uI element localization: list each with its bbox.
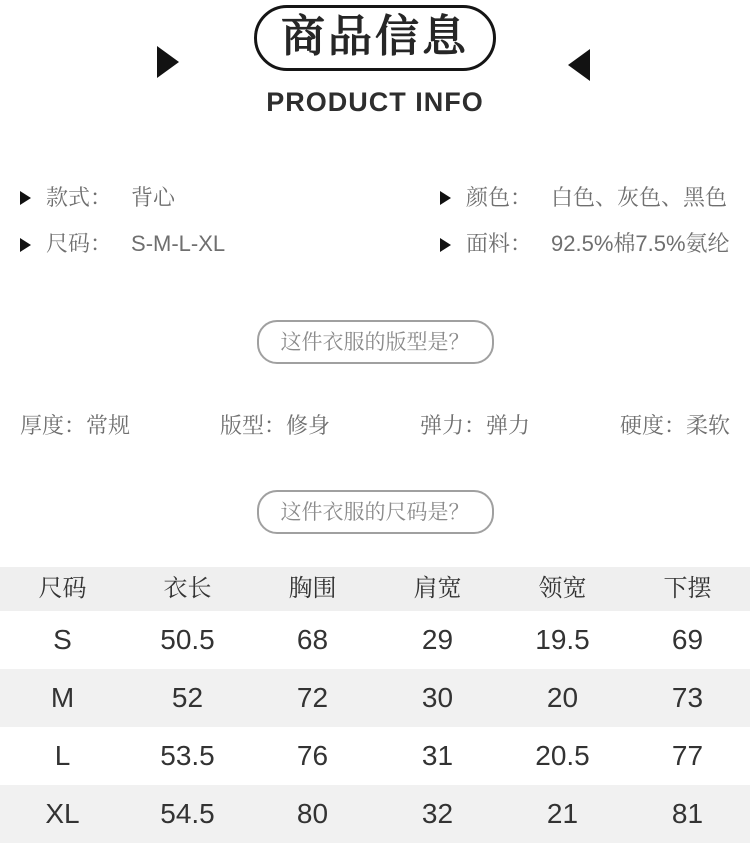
page-subtitle: PRODUCT INFO — [266, 87, 484, 118]
table-header-row — [0, 567, 750, 611]
table-cell: 68 — [296, 623, 329, 655]
page-title: 商品信息 — [281, 12, 469, 61]
table-cell: 20 — [546, 681, 579, 713]
attribute-style — [0, 185, 375, 211]
attribute-label: 颜色： — [466, 185, 533, 210]
attribute-label: 尺码： — [46, 231, 113, 257]
table-cell: L — [54, 739, 71, 771]
fit-attribute-value: 常规 — [86, 412, 131, 438]
table-cell: 30 — [421, 681, 454, 713]
table-header-cell: 下摆 — [663, 574, 712, 602]
table-header-cell: 肩宽 — [413, 574, 462, 602]
fit-attribute-label: 硬度： — [619, 412, 686, 438]
table-cell: 32 — [421, 797, 454, 829]
table-cell: 31 — [421, 739, 454, 771]
table-cell: 81 — [671, 797, 704, 829]
table-cell: 77 — [671, 739, 704, 771]
table-row-s — [0, 611, 750, 669]
triangle-left-icon — [568, 49, 590, 81]
fit-attribute-softness — [620, 409, 730, 440]
fit-question-pill: 这件衣服的版型是？ — [257, 320, 494, 364]
table-cell: 20.5 — [535, 739, 590, 771]
product-attributes — [0, 185, 750, 258]
table-row-xl — [0, 785, 750, 843]
table-header-cell: 胸围 — [288, 574, 337, 602]
table-cell: 53.5 — [160, 739, 215, 771]
attribute-value: S-M-L-XL — [131, 231, 226, 257]
table-cell: XL — [45, 797, 80, 829]
attribute-value: 背心 — [131, 185, 176, 210]
table-cell: 69 — [671, 623, 704, 655]
product-info-page — [0, 5, 750, 840]
table-cell: S — [53, 623, 72, 655]
fit-attribute-thickness — [20, 409, 130, 440]
attribute-size — [0, 231, 375, 257]
triangle-right-icon — [157, 46, 179, 78]
table-cell: 52 — [171, 681, 204, 713]
table-header-cell: 衣长 — [163, 574, 212, 602]
fit-attribute-label: 弹力： — [419, 412, 486, 438]
attribute-value: 白色、灰色、黑色 — [551, 185, 728, 210]
table-row-l — [0, 727, 750, 785]
size-question-pill: 这件衣服的尺码是？ — [257, 490, 494, 534]
bullet-triangle-icon — [440, 191, 451, 205]
fit-attribute-cut — [220, 409, 330, 440]
attribute-label: 款式： — [46, 185, 113, 210]
fit-attribute-label: 厚度： — [20, 412, 87, 438]
table-cell: 80 — [296, 797, 329, 829]
bullet-triangle-icon — [20, 191, 31, 205]
header — [0, 5, 750, 125]
fit-attribute-elasticity — [420, 409, 530, 440]
table-cell: 50.5 — [160, 623, 215, 655]
attribute-fabric — [375, 231, 750, 257]
fit-attribute-value: 柔软 — [685, 412, 730, 438]
table-row-m — [0, 669, 750, 727]
fit-attributes-row — [0, 409, 750, 440]
table-cell: 72 — [296, 681, 329, 713]
attribute-label: 面料： — [466, 231, 533, 257]
attribute-value: 92.5%棉7.5%氨纶 — [551, 231, 730, 257]
table-cell: 19.5 — [535, 623, 590, 655]
table-header-cell: 尺码 — [38, 574, 87, 602]
fit-attribute-label: 版型： — [219, 412, 286, 438]
table-cell: 54.5 — [160, 797, 215, 829]
table-cell: 73 — [671, 681, 704, 713]
bullet-triangle-icon — [440, 238, 451, 252]
size-table — [0, 567, 750, 843]
fit-attribute-value: 修身 — [286, 412, 331, 438]
attribute-color — [375, 185, 750, 211]
table-cell: 76 — [296, 739, 329, 771]
title-pill — [254, 5, 496, 71]
fit-attribute-value: 弹力 — [485, 412, 530, 438]
bullet-triangle-icon — [20, 238, 31, 252]
table-cell: M — [50, 681, 75, 713]
table-cell: 29 — [421, 623, 454, 655]
table-cell: 21 — [546, 797, 579, 829]
table-header-cell: 领宽 — [538, 574, 587, 602]
